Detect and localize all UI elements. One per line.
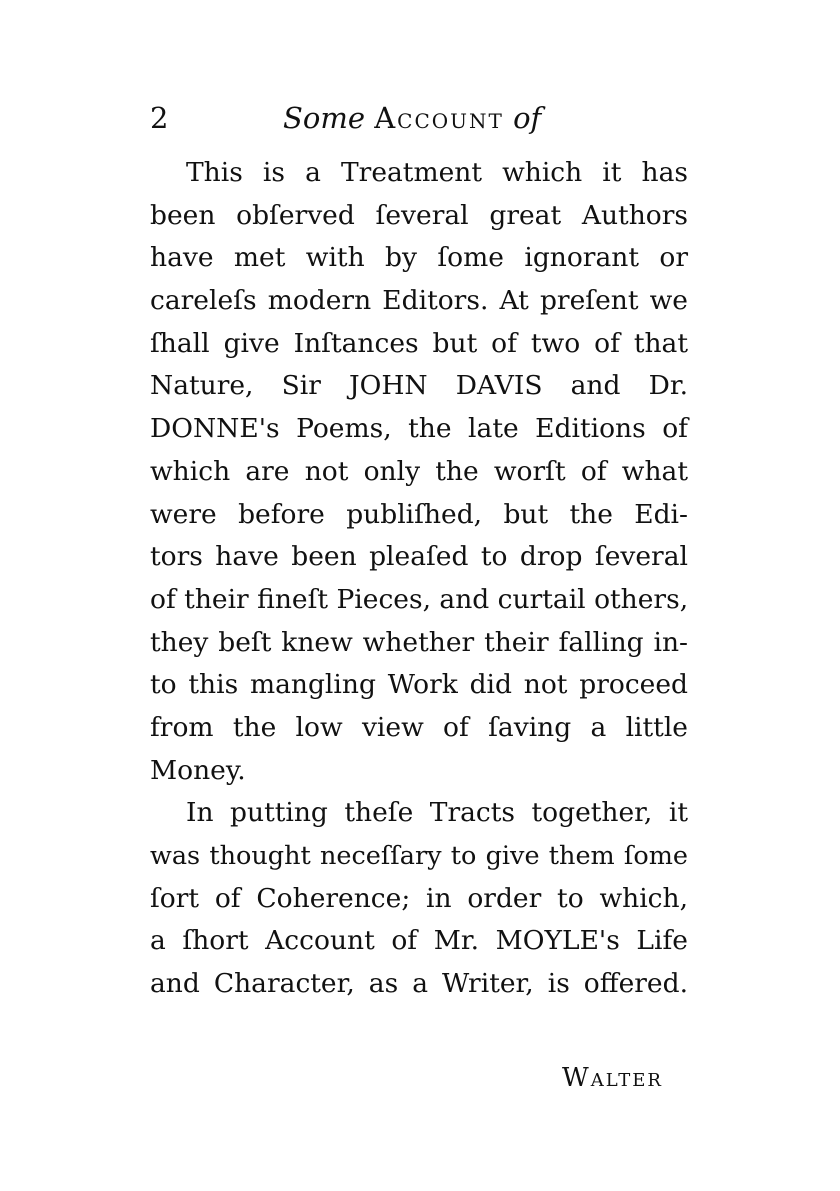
- text-line: they beſt knew whether their falling in-: [150, 626, 688, 658]
- text-line: careleſs modern Editors. At preſent we: [150, 285, 688, 317]
- text-line: from the low view of ſaving a little: [150, 711, 688, 743]
- text-line: a ſhort Account of Mr. MOYLE's Life: [150, 925, 688, 957]
- running-title: [283, 96, 541, 140]
- text-line: have met with by ſome ignorant or: [150, 242, 688, 274]
- text-line: In putting theſe Tracts together, it: [186, 797, 688, 829]
- text-line: was thought neceſſary to give them ſome: [150, 841, 688, 871]
- text-line: of their fineſt Pieces, and curtail others,: [150, 583, 689, 615]
- text-line: were before publiſhed, but the Edi-: [150, 498, 688, 530]
- text-line: ſort of Coherence; in order to which,: [150, 882, 688, 914]
- text-line: Money.: [150, 754, 246, 786]
- running-title-of: of: [513, 101, 542, 135]
- text-line: which are not only the worſt of what: [150, 455, 688, 487]
- text-line: This is a Treatment which it has: [186, 157, 688, 188]
- paragraph-2: [150, 792, 688, 1005]
- text-line: and Character, as a Writer, is offered.: [150, 968, 688, 1000]
- text-line: tors have been pleaſed to drop ſeveral: [150, 541, 688, 573]
- text-line: to this mangling Work did not proceed: [150, 669, 688, 701]
- paragraph-1: [150, 152, 688, 792]
- running-title-account: Account: [374, 101, 504, 135]
- text-line: Nature, Sir JOHN DAVIS and Dr.: [150, 370, 688, 402]
- text-line: ſhall give Inſtances but of two of that: [150, 327, 688, 359]
- catchword: Walter: [562, 1063, 663, 1093]
- text-line: been obſerved ſeveral great Authors: [150, 199, 688, 231]
- text-line: DONNE's Poems, the late Editions of: [150, 413, 688, 445]
- running-head: [150, 96, 690, 140]
- body-text: [150, 152, 688, 1006]
- running-title-some: Some: [283, 101, 365, 135]
- page-number: 2: [150, 101, 169, 135]
